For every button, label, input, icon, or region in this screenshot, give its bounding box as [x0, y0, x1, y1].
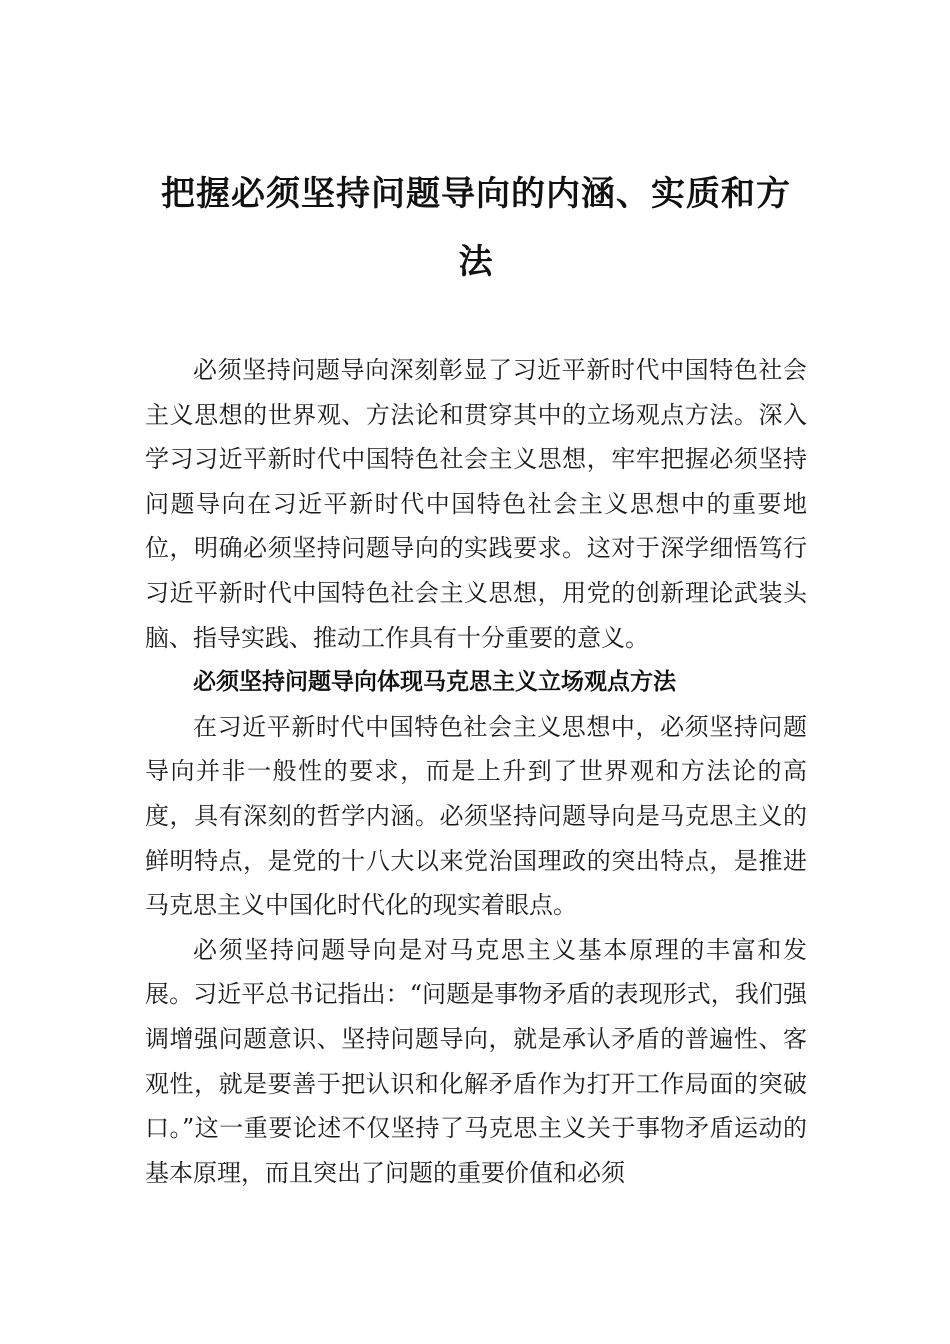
intro-paragraph: 必须坚持问题导向深刻彰显了习近平新时代中国特色社会主义思想的世界观、方法论和贯穿其中的立场观点方法。深入学习习近平新时代中国特色社会主义思想，牢牢把握必须坚持问题导向在习近平新时代中国特色社会主义思想中的重要地位，明确必须坚持问题导向的实践要求。这对于深学细悟笃行习近平新时代中国特色社会主义思想，用党的创新理论武装头脑、指导实践、推动工作具有十分重要的意义。	[145, 356, 807, 652]
section-heading: 必须坚持问题导向体现马克思主义立场观点方法	[193, 669, 676, 696]
document-body	[145, 348, 807, 1195]
document-title: 把握必须坚持问题导向的内涵、实质和方法	[161, 174, 791, 282]
section-paragraph-1: 在习近平新时代中国特色社会主义思想中，必须坚持问题导向并非一般性的要求，而是上升到了世界观和方法论的高度，具有深刻的哲学内涵。必须坚持问题导向是马克思主义的鲜明特点，是党的十八大以来党治国理政的突出特点，是推进马克思主义中国化时代化的现实着眼点。	[145, 712, 807, 920]
section-paragraph-2: 必须坚持问题导向是对马克思主义基本原理的丰富和发展。习近平总书记指出：“问题是事物矛盾的表现形式，我们强调增强问题意识、坚持问题导向，就是承认矛盾的普遍性、客观性，就是要善于把认识和化解矛盾作为打开工作局面的突破口。”这一重要论述不仅坚持了马克思主义关于事物矛盾运动的基本原理，而且突出了问题的重要价值和必须	[145, 935, 807, 1187]
